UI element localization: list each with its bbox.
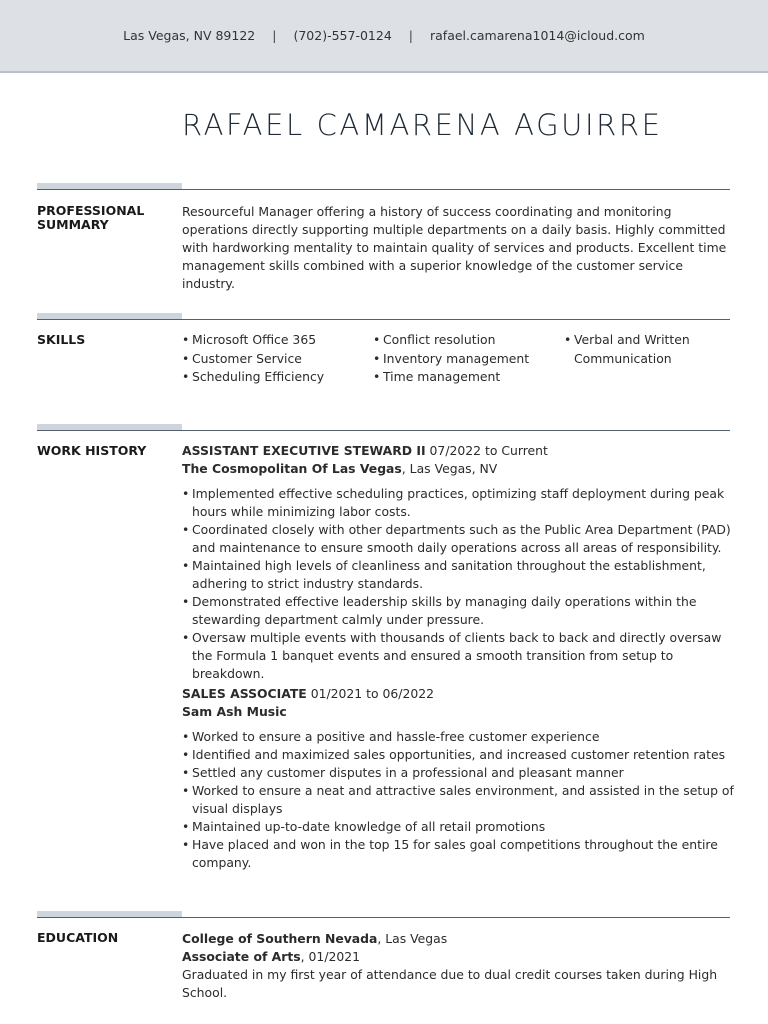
list-item bbox=[182, 593, 734, 629]
list-item-text: Identified and maximized sales opportunities, and increased customer retention rates bbox=[192, 747, 726, 762]
school-name: College of Southern Nevada bbox=[182, 931, 378, 946]
list-item-text: Settled any customer disputes in a professional and pleasant manner bbox=[192, 765, 624, 780]
list-item bbox=[182, 350, 367, 369]
section-divider bbox=[37, 183, 730, 191]
list-item-text: Maintained high levels of cleanliness and sanitation throughout the establishment, adhering to strict industry standards. bbox=[192, 558, 706, 591]
list-item bbox=[373, 331, 558, 350]
company-name: The Cosmopolitan Of Las Vegas bbox=[182, 461, 402, 476]
bullet-marker: • bbox=[182, 522, 190, 537]
skills-column-3 bbox=[564, 331, 699, 368]
list-item-text: Implemented effective scheduling practices, optimizing staff deployment during peak hours while minimizing labor costs. bbox=[192, 486, 725, 519]
job-header bbox=[182, 685, 734, 703]
list-item bbox=[182, 728, 734, 746]
list-item-text: Oversaw multiple events with thousands of clients back to back and directly oversaw the Formula 1 banquet events and ensured a smooth transition from setup to breakdown. bbox=[192, 630, 722, 681]
education-school-line bbox=[182, 930, 734, 948]
job-dates: 07/2022 to Current bbox=[425, 443, 548, 458]
school-location: , Las Vegas bbox=[377, 931, 448, 946]
contact-email[interactable]: rafael.camarena1014@icloud.com bbox=[430, 28, 645, 43]
education-entry bbox=[182, 930, 734, 1002]
bullet-marker: • bbox=[182, 765, 190, 780]
bullet-marker: • bbox=[182, 729, 190, 744]
list-item bbox=[373, 350, 558, 369]
list-item-text: Have placed and won in the top 15 for sales goal competitions throughout the entire company. bbox=[192, 837, 718, 870]
job-title: ASSISTANT EXECUTIVE STEWARD II bbox=[182, 443, 426, 458]
job-employer bbox=[182, 703, 734, 721]
list-item-text: Worked to ensure a positive and hassle-free customer experience bbox=[192, 729, 600, 744]
bullet-marker: • bbox=[182, 594, 190, 609]
contact-separator: | bbox=[408, 28, 413, 43]
list-item-text: Inventory management bbox=[383, 350, 530, 366]
bullet-marker: • bbox=[182, 837, 190, 852]
job-entry bbox=[182, 442, 734, 683]
list-item bbox=[182, 557, 734, 593]
list-item bbox=[182, 521, 734, 557]
bullet-marker: • bbox=[182, 819, 190, 834]
contact-separator: | bbox=[272, 28, 277, 43]
bullet-marker: • bbox=[182, 332, 190, 347]
job-title: SALES ASSOCIATE bbox=[182, 686, 307, 701]
list-item bbox=[182, 485, 734, 521]
list-item bbox=[182, 764, 734, 782]
list-item bbox=[182, 836, 734, 872]
list-item-text: Coordinated closely with other departments such as the Public Area Department (PAD) and maintenance to ensure smooth daily operations across all areas of responsibility. bbox=[192, 522, 731, 555]
job-dates: 01/2021 to 06/2022 bbox=[306, 686, 434, 701]
bullet-marker: • bbox=[182, 558, 190, 573]
bullet-marker: • bbox=[373, 369, 381, 384]
list-item-text: Conflict resolution bbox=[383, 332, 496, 347]
list-item-text: Verbal and Written Communication bbox=[574, 332, 690, 366]
list-item-text: Customer Service bbox=[192, 350, 302, 366]
bullet-marker: • bbox=[182, 350, 190, 366]
bullet-marker: • bbox=[182, 486, 190, 501]
list-item-text: Time management bbox=[383, 369, 501, 384]
contact-bar bbox=[0, 0, 768, 73]
degree-date: , 01/2021 bbox=[300, 949, 361, 964]
list-item-text: Worked to ensure a neat and attractive sales environment, and assisted in the setup of visual displays bbox=[192, 783, 734, 816]
section-divider bbox=[37, 911, 730, 919]
list-item-text: Microsoft Office 365 bbox=[192, 332, 317, 347]
list-item bbox=[182, 782, 734, 818]
company-location: , Las Vegas, NV bbox=[401, 461, 498, 476]
job-employer bbox=[182, 460, 734, 478]
list-item bbox=[182, 331, 367, 350]
bullet-marker: • bbox=[564, 332, 572, 347]
skills-column-1 bbox=[182, 331, 367, 387]
bullet-marker: • bbox=[373, 332, 381, 347]
bullet-marker: • bbox=[182, 783, 190, 798]
bullet-marker: • bbox=[182, 630, 190, 645]
bullet-marker: • bbox=[373, 350, 381, 366]
job-bullets bbox=[182, 485, 734, 683]
education-degree-line bbox=[182, 948, 734, 966]
section-divider bbox=[37, 313, 730, 321]
contact-location: Las Vegas, NV 89122 bbox=[123, 28, 256, 43]
list-item bbox=[182, 629, 734, 683]
bullet-marker: • bbox=[182, 747, 190, 762]
work-heading: WORK HISTORY bbox=[37, 443, 147, 458]
list-item-text: Scheduling Efficiency bbox=[192, 369, 325, 384]
job-entry bbox=[182, 685, 734, 872]
list-item bbox=[182, 818, 734, 836]
list-item bbox=[564, 331, 699, 368]
bullet-marker: • bbox=[182, 369, 190, 384]
job-header bbox=[182, 442, 734, 460]
education-heading: EDUCATION bbox=[37, 930, 119, 945]
summary-text: Resourceful Manager offering a history of success coordinating and monitoring operations directly supporting multiple departments on a daily basis. Highly committed with hardworking mentality to maintain quality of services and products. Excellent time management skills combined with a superior knowledge of the customer service industry. bbox=[182, 204, 727, 291]
list-item bbox=[373, 368, 558, 387]
education-note: Graduated in my first year of attendance due to dual credit courses taken during High School. bbox=[182, 967, 718, 1000]
list-item-text: Demonstrated effective leadership skills by managing daily operations within the stewarding department calmly under pressure. bbox=[192, 594, 697, 627]
skills-column-2 bbox=[373, 331, 558, 387]
contact-phone: (702)-557-0124 bbox=[293, 28, 392, 43]
degree-name: Associate of Arts bbox=[182, 949, 301, 964]
section-divider bbox=[37, 424, 730, 432]
job-bullets bbox=[182, 728, 734, 872]
company-name: Sam Ash Music bbox=[182, 704, 287, 719]
summary-heading: PROFESSIONAL SUMMARY bbox=[37, 203, 145, 232]
candidate-name: RAFAEL CAMARENA AGUIRRE bbox=[182, 108, 663, 142]
list-item bbox=[182, 746, 734, 764]
skills-heading: SKILLS bbox=[37, 332, 86, 347]
list-item bbox=[182, 368, 367, 387]
list-item-text: Maintained up-to-date knowledge of all retail promotions bbox=[192, 819, 546, 834]
